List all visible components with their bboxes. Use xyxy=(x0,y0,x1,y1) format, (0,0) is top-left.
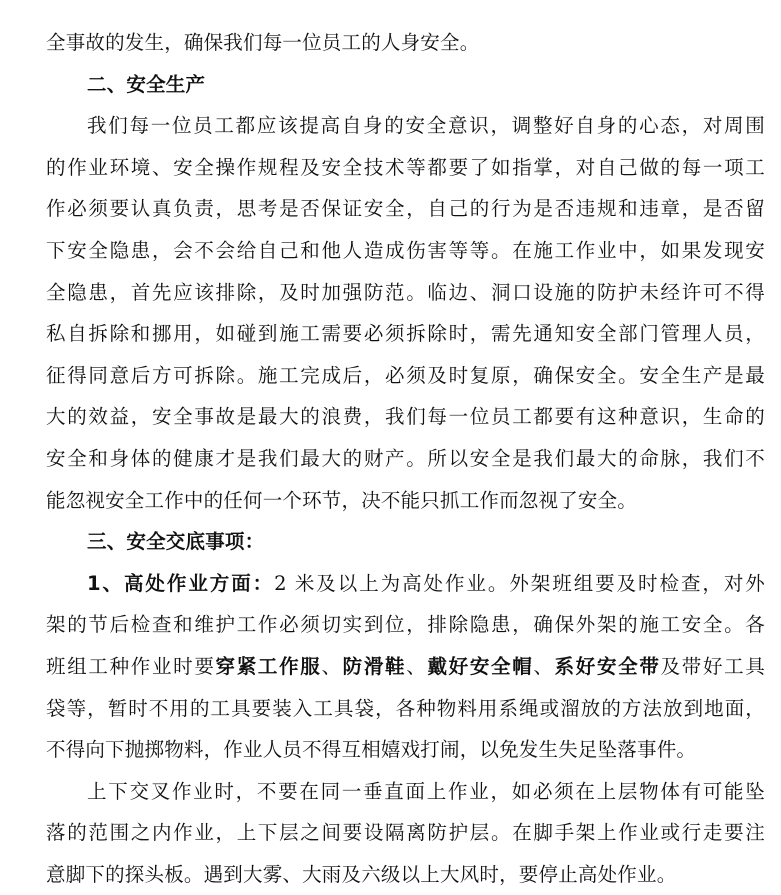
paragraph-line: 上下交叉作业时，不要在同一垂直面上作业，如必须在上层物体有可能坠 xyxy=(87,779,765,803)
paragraph-line: 架的节后检查和维护工作必须切实到位，排除隐患，确保外架的施工安全。各 xyxy=(46,613,765,637)
paragraph-line: 落的范围之内作业，上下层之间要设隔离防护层。在脚手架上作业或行走要注 xyxy=(46,821,765,845)
emphasis-work-clothes: 穿紧工作服 xyxy=(215,654,322,678)
paragraph-line: 全事故的发生，确保我们每一位员工的人身安全。 xyxy=(46,31,480,54)
paragraph-text: 2 米及以上为高处作业。外架班组要及时检查，对外 xyxy=(274,571,765,595)
paragraph-line: 征得同意后方可拆除。施工完成后，必须及时复原，确保安全。安全生产是最 xyxy=(46,363,765,387)
separator: 、 xyxy=(533,654,555,678)
paragraph-line xyxy=(46,646,765,688)
paragraph-line: 私自拆除和挪用，如碰到施工需要必须拆除时，需先通知安全部门管理人员， xyxy=(46,322,765,346)
paragraph-line: 不得向下抛掷物料，作业人员不得互相嬉戏打闹，以免发生失足坠落事件。 xyxy=(46,738,697,762)
paragraph-line xyxy=(46,563,765,605)
paragraph-text: 及带好工具 xyxy=(660,654,765,678)
paragraph-line: 大的效益，安全事故是最大的浪费，我们每一位员工都要有这种意识，生命的 xyxy=(46,405,765,429)
emphasis-safety-belt: 系好安全带 xyxy=(554,654,661,678)
paragraph-line: 袋等，暂时不用的工具要装入工具袋，各种物料用系绳或溜放的方法放到地面， xyxy=(46,696,765,720)
emphasis-safety-helmet: 戴好安全帽 xyxy=(427,654,534,678)
paragraph-line: 作必须要认真负责，思考是否保证安全，自己的行为是否违规和违章，是否留 xyxy=(46,197,765,221)
paragraph-line: 我们每一位员工都应该提高自身的安全意识，调整好自身的心态，对周围 xyxy=(87,114,765,138)
separator: 、 xyxy=(321,654,343,678)
paragraph-line: 能忽视安全工作中的任何一个环节，决不能只抓工作而忽视了安全。 xyxy=(46,488,638,512)
paragraph-text: 班组工种作业时要 xyxy=(46,654,216,678)
paragraph-line: 下安全隐患，会不会给自己和他人造成伤害等等。在施工作业中，如果发现安 xyxy=(46,238,765,262)
paragraph-line: 安全和身体的健康才是我们最大的财产。所以安全是我们最大的命脉，我们不 xyxy=(46,446,765,470)
paragraph-line: 全隐患，首先应该排除，及时加强防范。临边、洞口设施的防护未经许可不得 xyxy=(46,280,765,304)
paragraph-line: 的作业环境、安全操作规程及安全技术等都要了如指掌，对自己做的每一项工 xyxy=(46,155,765,179)
section-heading-safety-production: 二、安全生产 xyxy=(87,72,206,96)
emphasis-anti-slip-shoes: 防滑鞋 xyxy=(342,654,407,678)
separator: 、 xyxy=(406,654,428,678)
section-heading-safety-briefing: 三、安全交底事项： xyxy=(87,530,265,554)
paragraph-line: 意脚下的探头板。遇到大雾、大雨及六级以上大风时，要停止高处作业。 xyxy=(46,862,677,886)
subheading-high-work: 1、高处作业方面： xyxy=(87,571,275,595)
